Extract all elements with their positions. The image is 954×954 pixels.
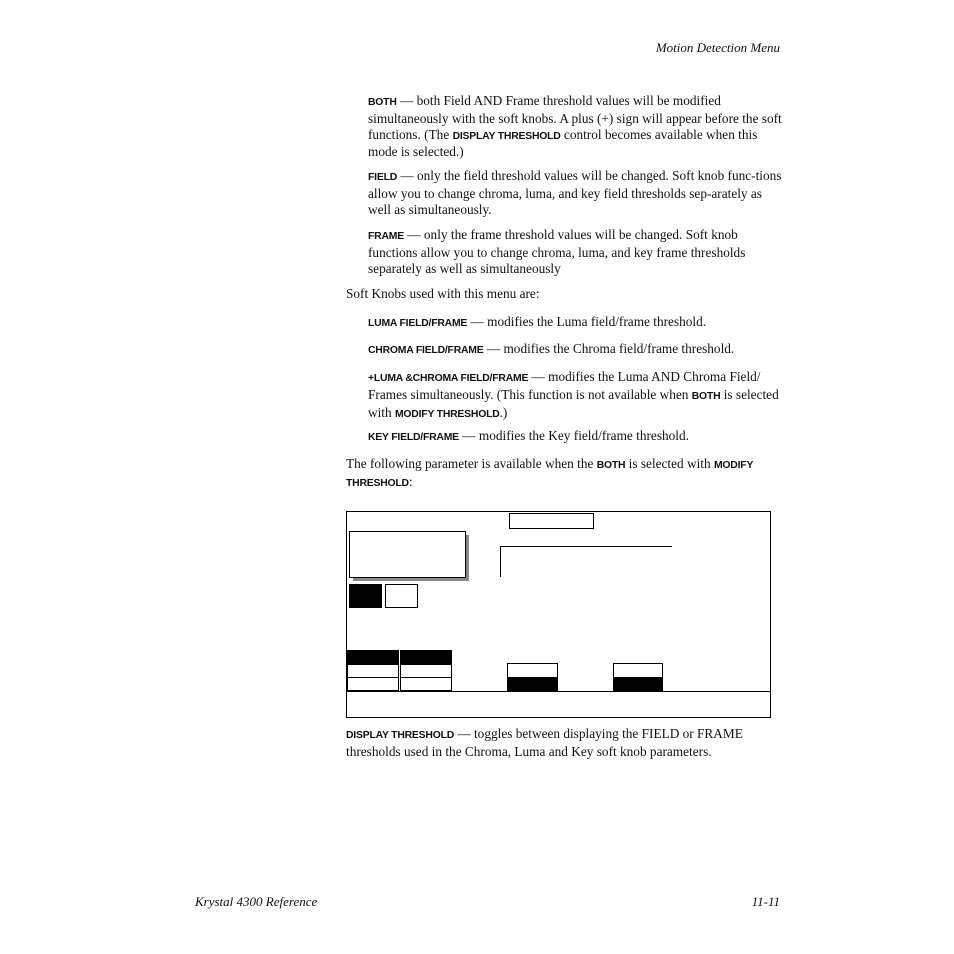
soft-knob-bar (347, 691, 770, 692)
unselected-toggle-button[interactable] (385, 584, 418, 608)
footer-page-number: 11-11 (751, 894, 780, 909)
keyword-both-following: BOTH (596, 460, 626, 471)
luma-chroma-description: modifies the Luma AND Chroma Field/ Frames simultaneously. (This function is not available when (368, 369, 761, 402)
button-group-2-header (400, 650, 452, 664)
key-description: modifies the Key field/frame threshold. (478, 428, 689, 443)
keyword-chroma: CHROMA FIELD/FRAME (368, 345, 484, 356)
menu-screen-diagram (346, 511, 771, 718)
paragraph-field: FIELD — only the field threshold values will be changed. Soft knob func-tions allow you to change chroma, luma, and key field thresholds sep-arately as well as simultaneously. (368, 168, 782, 217)
button-4-top[interactable] (613, 663, 663, 678)
button-3-top[interactable] (507, 663, 558, 678)
button-group-2-option-1[interactable] (400, 664, 452, 678)
divider-line-horizontal (500, 546, 672, 547)
button-group-1-option-2[interactable] (347, 677, 399, 691)
status-panel (349, 531, 466, 578)
paragraph-luma-chroma: +LUMA &CHROMA FIELD/FRAME — modifies the Luma AND Chroma Field/ Frames simultaneously. (This function is not available when BOTH is selected with MODIFY THRESHOLD.) (368, 369, 779, 420)
keyword-modify-threshold: MODIFY THRESHOLD (394, 408, 500, 420)
keyword-display-threshold: DISPLAY THRESHOLD (452, 130, 561, 142)
button-group-1-option-1[interactable] (347, 664, 399, 678)
chroma-description: modifies the Chroma field/frame threshold. (503, 341, 735, 356)
paragraph-chroma: CHROMA FIELD/FRAME — modifies the Chroma field/frame threshold. (368, 341, 735, 356)
paragraph-display-threshold: DISPLAY THRESHOLD — toggles between displaying the FIELD or FRAME thresholds used in the Chroma, Luma and Key soft knob parameters. (346, 726, 743, 759)
paragraph-key: KEY FIELD/FRAME — modifies the Key field/frame threshold. (368, 428, 689, 443)
button-group-1-header (347, 650, 399, 664)
keyword-key: KEY FIELD/FRAME (368, 432, 459, 443)
paragraph-frame: FRAME — only the frame threshold values will be changed. Soft knob functions allow you to change chroma, luma, and key frame thresholds separately as well as simultaneously (368, 227, 746, 276)
menu-title-box (509, 513, 594, 529)
paragraph-both: BOTH — both Field AND Frame threshold values will be modified simultaneously with the soft knobs. A plus (+) sign will appear before the soft functions. (The DISPLAY THRESHOLD control becomes available when this mode is selected.) (368, 93, 782, 160)
keyword-field: FIELD (368, 172, 398, 183)
luma-description: modifies the Luma field/frame threshold. (487, 314, 707, 329)
keyword-both-ref: BOTH (691, 390, 721, 402)
keyword-luma: LUMA FIELD/FRAME (368, 318, 468, 329)
both-description: both Field AND Frame threshold values will be modified simultaneously with the soft knobs. A plus (+) sign will appear before the soft functions. (The (368, 93, 782, 142)
field-description: only the field threshold values will be changed. Soft knob func-tions allow you to change chroma, luma, and key field thresholds sep-arately as well as simultaneously. (368, 168, 782, 217)
frame-description: only the frame threshold values will be changed. Soft knob functions allow you to change chroma, luma, and key frame thresholds separately as well as simultaneously (368, 227, 746, 276)
keyword-display-threshold-def: DISPLAY THRESHOLD (346, 730, 455, 741)
paragraph-luma: LUMA FIELD/FRAME — modifies the Luma field/frame threshold. (368, 314, 707, 329)
button-4-bottom[interactable] (613, 677, 663, 691)
both-description-end: control becomes available when this mode is selected.) (368, 126, 758, 160)
button-3-bottom[interactable] (507, 677, 558, 691)
soft-knobs-intro: Soft Knobs used with this menu are: (346, 286, 540, 301)
display-threshold-description: toggles between displaying the FIELD or FRAME thresholds used in the Chroma, Luma and Key soft knob parameters. (346, 726, 743, 759)
button-group-2-option-2[interactable] (400, 677, 452, 691)
selected-toggle-button[interactable] (349, 584, 382, 608)
keyword-modify-threshold-following: MODIFY THRESHOLD (346, 460, 753, 489)
running-header: Motion Detection Menu (655, 40, 780, 55)
keyword-luma-chroma: +LUMA &CHROMA FIELD/FRAME (368, 373, 529, 384)
paragraph-following: The following parameter is available when the BOTH is selected with MODIFY THRESHOLD: (346, 456, 753, 489)
footer-book-title: Krystal 4300 Reference (195, 894, 318, 909)
keyword-both: BOTH (368, 97, 397, 108)
divider-line-vertical (500, 546, 501, 577)
keyword-frame: FRAME (368, 231, 404, 242)
